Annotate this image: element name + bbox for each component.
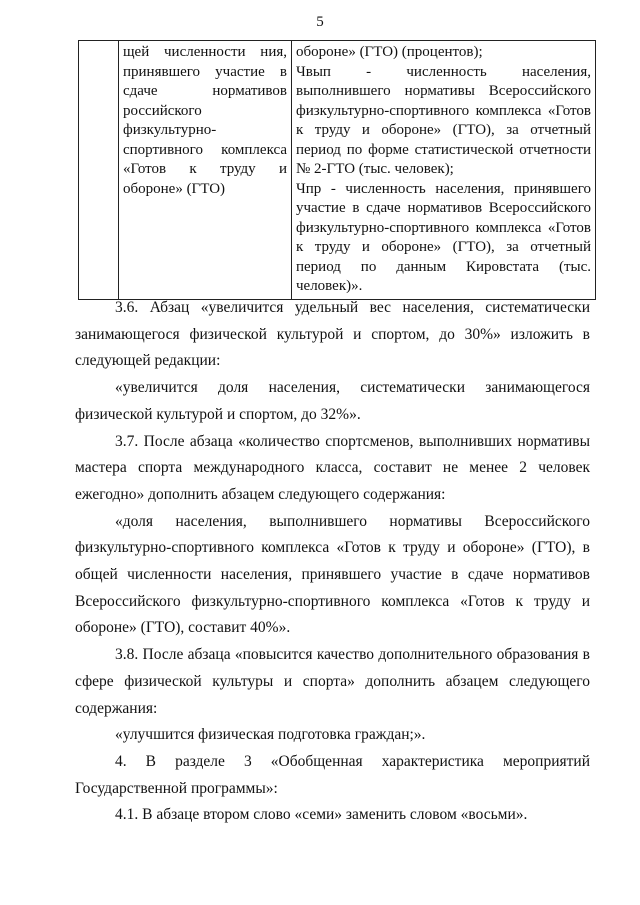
paragraph: 3.6. Абзац «увеличится удельный вес населения, систематически занимающегося физической культурой и спортом, до 30%» изложить в следующей редакции: [75,299,590,370]
paragraph: 3.8. После абзаца «повысится качество дополнительного образования в сфере физической культуры и спорта» дополнить абзацем следующего содержания: [75,646,590,717]
page-number: 5 [316,14,324,30]
paragraph: «улучшится физическая подготовка граждан;». [115,726,426,744]
document-body [75,295,590,829]
paragraph: «доля населения, выполнившего нормативы Всероссийского физкультурно-спортивного комплекса «Готов к труду и обороне» (ГТО), в общей численности населения, принявшего участие в сдаче нормативов Всероссийского физкультурно-спортивного комплекса «Готов к труду и обороне» (ГТО), составит 40%». [75,512,590,637]
table-cell-number [79,41,119,300]
continuation-table [78,40,596,300]
table-cell-formula-notes [292,41,596,300]
formula-note: Чвып - численность населения, выполнившего нормативы Всероссийского физкультурно-спортивного комплекса «Готов к труду и обороне» (ГТО), за отчетный период по форме статистической отчетности № 2-ГТО (тыс. человек); [296,63,591,177]
paragraph: 4. В разделе 3 «Обобщенная характеристика мероприятий Государственной программы»: [75,752,590,797]
paragraph: 4.1. В абзаце втором слово «семи» заменить словом «восьми». [115,806,528,824]
paragraph: «увеличится доля населения, систематически занимающегося физической культурой и спортом, до 32%». [75,379,590,423]
table-row [79,41,596,300]
formula-note: обороне» (ГТО) (процентов); [296,44,483,60]
paragraph: 3.7. После абзаца «количество спортсменов, выполнивших нормативы мастера спорта международного класса, составит не менее 2 человек ежегодно» дополнить абзацем следующего содержания: [75,432,590,503]
formula-note: Чпр - численность населения, принявшего участие в сдаче нормативов Всероссийского физкультурно-спортивного комплекса «Готов к труду и обороне» (ГТО), за отчетный период по данным Кировстата (тыс. человек)». [296,180,591,294]
table-cell-indicator: щей численности ния, принявшего участие в сдаче нормативов российского физкультурно-спортивного комплекса «Готов к труду и обороне» (ГТО) [119,41,292,300]
